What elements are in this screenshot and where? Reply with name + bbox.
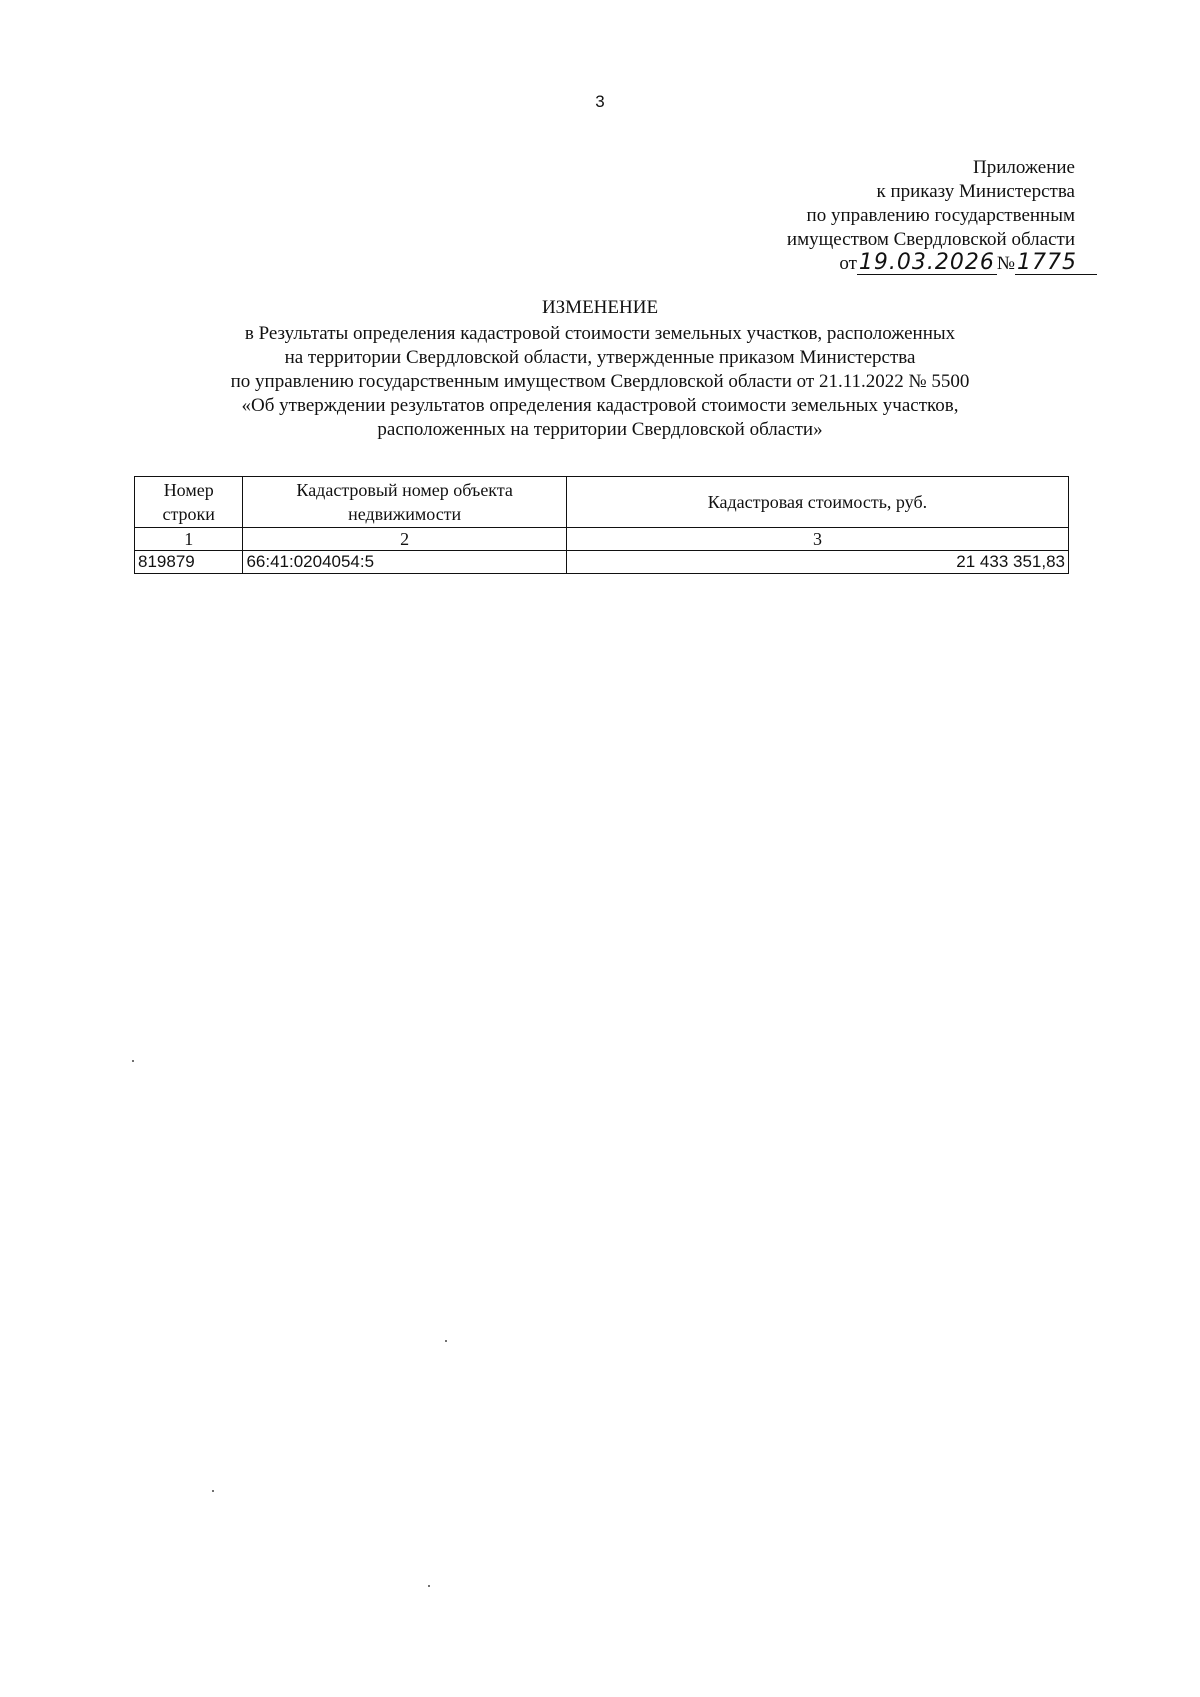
document-subtitle <box>150 322 1050 442</box>
appendix-line-1: Приложение <box>973 157 1075 178</box>
scan-speck <box>428 1585 430 1587</box>
column-number-1: 1 <box>135 528 243 551</box>
header-cadastral-number-line-1: Кадастровый номер объекта <box>296 480 513 500</box>
header-cadastral-number-line-2: недвижимости <box>348 504 462 524</box>
date-prefix: от <box>839 253 857 274</box>
column-number-2: 2 <box>243 528 566 551</box>
header-row-number-line-2: строки <box>162 504 215 524</box>
header-row-number <box>135 477 243 528</box>
subtitle-line-3: по управлению государственным имуществом Свердловской области от 21.11.2022 № 5500 <box>230 371 970 392</box>
scan-speck <box>445 1340 447 1342</box>
cell-cadastral-value: 21 433 351,83 <box>566 551 1068 574</box>
appendix-line-3: по управлению государственным <box>806 205 1075 226</box>
handwritten-date: 19.03.2026 <box>858 250 995 275</box>
scan-speck <box>132 1060 134 1062</box>
table-column-number-row <box>135 528 1069 551</box>
header-row-number-line-1: Номер <box>163 480 214 500</box>
cadastral-value-table <box>134 476 1069 574</box>
number-prefix: № <box>996 253 1015 274</box>
appendix-line-2: к приказу Министерства <box>876 181 1075 202</box>
subtitle-line-4: «Об утверждении результатов определения кадастровой стоимости земельных участков, <box>241 395 959 416</box>
appendix-block <box>787 156 1075 276</box>
column-number-3: 3 <box>566 528 1068 551</box>
page-number: 3 <box>595 92 605 111</box>
handwritten-order-number: 1775 <box>1015 252 1097 275</box>
subtitle-line-2: на территории Свердловской области, утвержденные приказом Министерства <box>284 347 916 368</box>
document-title: ИЗМЕНЕНИЕ <box>541 297 659 318</box>
scan-speck <box>212 1490 214 1492</box>
header-cadastral-value: Кадастровая стоимость, руб. <box>566 477 1068 528</box>
cell-cadastral-number: 66:41:0204054:5 <box>243 551 566 574</box>
order-date-line <box>787 252 1075 276</box>
cell-row-number: 819879 <box>135 551 243 574</box>
header-cadastral-number <box>243 477 566 528</box>
appendix-line-4: имуществом Свердловской области <box>786 229 1075 250</box>
subtitle-line-5: расположенных на территории Свердловской области» <box>377 419 823 440</box>
subtitle-line-1: в Результаты определения кадастровой стоимости земельных участков, расположенных <box>244 323 956 344</box>
table-header-row <box>135 477 1069 528</box>
table-row <box>135 551 1069 574</box>
